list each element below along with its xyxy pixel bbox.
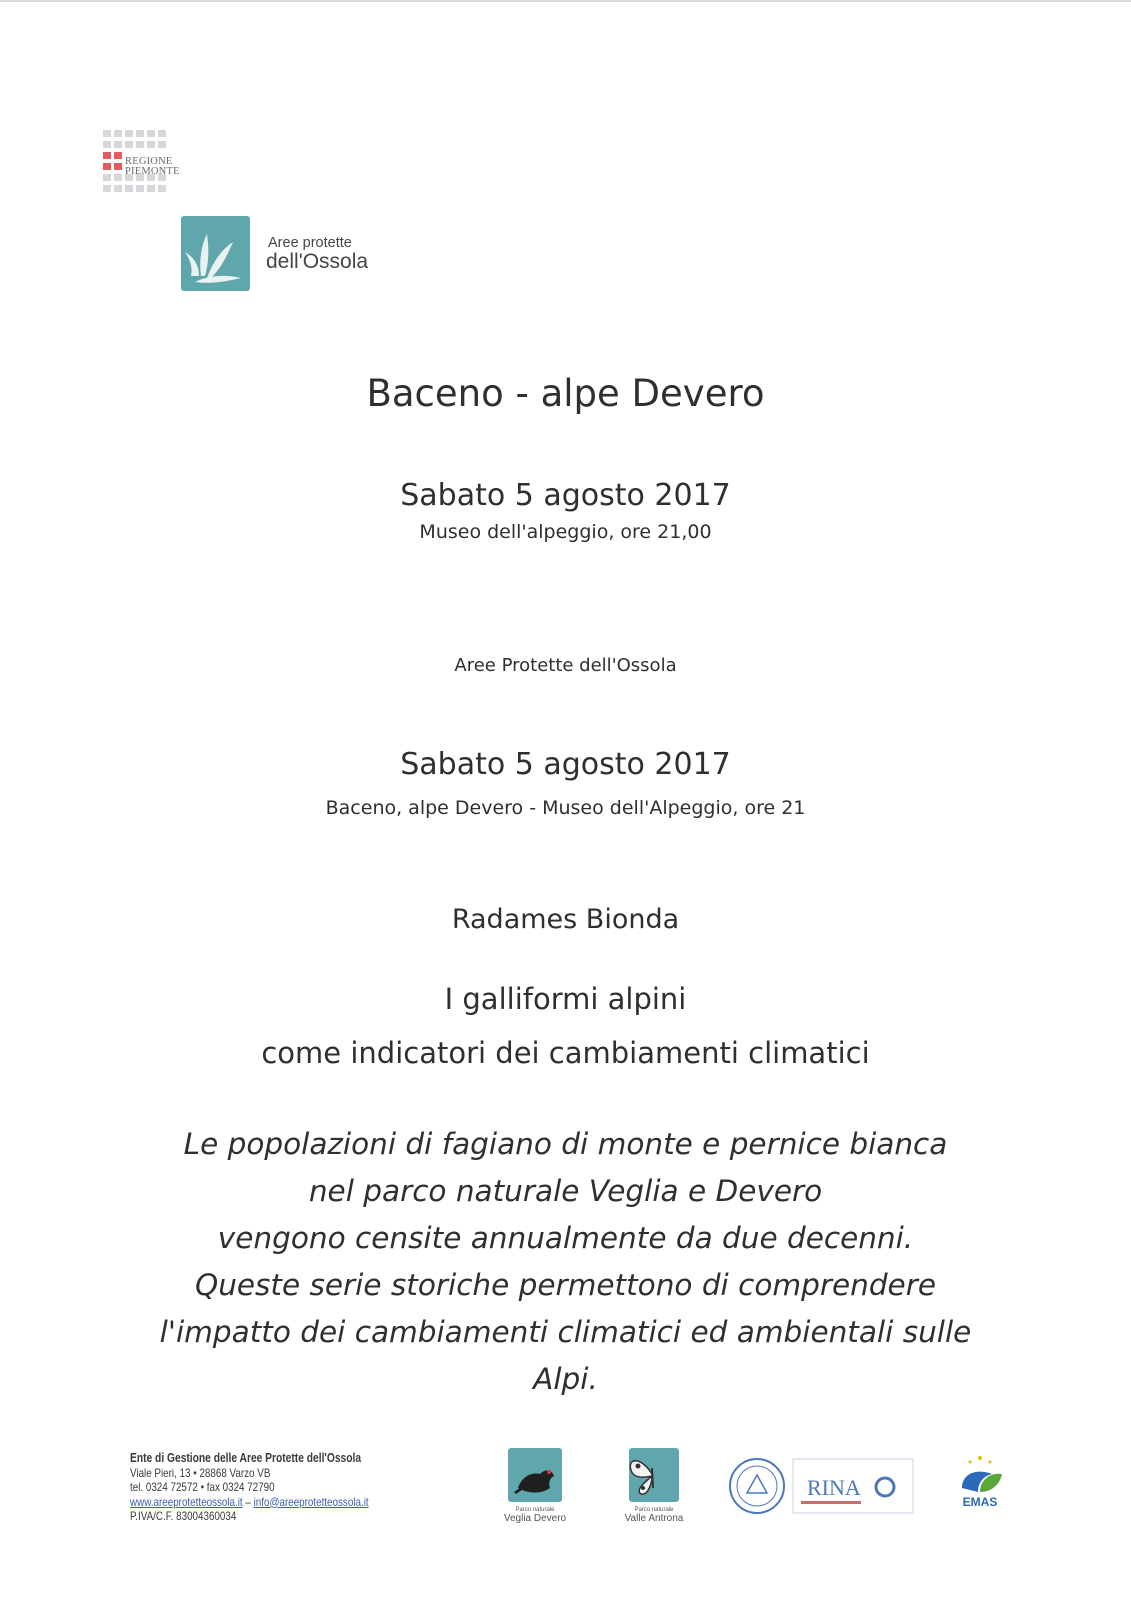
regione-logo-line1: REGIONE <box>125 156 173 167</box>
regione-grid-square <box>103 163 111 170</box>
regione-logo-text <box>125 157 180 177</box>
footer-org: Ente di Gestione delle Aree Protette dell'Ossola <box>130 1451 362 1465</box>
antrona-caption-big: Valle Antrona <box>624 1513 684 1524</box>
description-line: Le popolazioni di fagiano di monte e pernice bianca <box>183 1127 948 1161</box>
regione-grid-square <box>114 141 122 148</box>
emas-label: EMAS <box>962 1495 998 1509</box>
footer-address: Viale Pieri, 13 • 28868 Varzo VB <box>130 1465 271 1480</box>
regione-grid-square <box>136 185 144 192</box>
rina-certification-logo <box>725 1455 920 1521</box>
footer-website-link[interactable]: www.areeprotetteossola.it <box>130 1494 243 1509</box>
event-date-second: Sabato 5 agosto 2017 <box>400 747 731 782</box>
description-line: Alpi. <box>533 1362 598 1396</box>
veglia-caption-small: Parco naturale <box>515 1507 555 1513</box>
top-border <box>0 0 1131 2</box>
regione-grid-square <box>147 130 155 137</box>
antrona-caption-small: Parco naturale <box>634 1507 674 1513</box>
event-speaker: Radames Bionda <box>451 904 680 935</box>
rina-label: RINA <box>807 1475 861 1500</box>
regione-piemonte-logo <box>103 130 183 210</box>
regione-grid-square <box>114 152 122 159</box>
butterfly-icon <box>625 1448 679 1502</box>
grouse-icon <box>508 1448 562 1502</box>
rina-icon <box>725 1455 920 1517</box>
event-topic-line1: I galliformi alpini <box>444 982 687 1016</box>
regione-grid-square <box>147 185 155 192</box>
footer-email-link[interactable]: info@areeprotetteossola.it <box>253 1494 369 1509</box>
description-line: nel parco naturale Veglia e Devero <box>308 1174 823 1208</box>
aree-logo-line2: dell'Ossola <box>266 250 369 273</box>
event-organizer: Aree Protette dell'Ossola <box>454 655 677 676</box>
regione-grid-square <box>136 141 144 148</box>
veglia-devero-caption <box>485 1507 585 1524</box>
emas-icon <box>950 1448 1010 1518</box>
regione-grid-square <box>136 130 144 137</box>
regione-logo-line2: PIEMONTE <box>125 166 180 177</box>
regione-grid-square <box>158 141 166 148</box>
regione-grid-square <box>125 141 133 148</box>
aree-leaf-icon <box>181 216 250 291</box>
regione-grid-square <box>125 130 133 137</box>
footer-address-block <box>130 1451 369 1524</box>
footer-phone: tel. 0324 72572 • fax 0324 72790 <box>130 1480 275 1494</box>
footer-link-separator: – <box>242 1494 254 1509</box>
footer-links <box>130 1495 369 1510</box>
regione-grid-square <box>103 141 111 148</box>
regione-grid-square <box>147 141 155 148</box>
regione-grid-square <box>103 185 111 192</box>
regione-grid-square <box>103 130 111 137</box>
footer-piva: P.IVA/C.F. 83004360034 <box>130 1509 237 1523</box>
regione-grid-square <box>114 174 122 181</box>
regione-grid-square <box>158 130 166 137</box>
description-line: Queste serie storiche permettono di comprendere <box>194 1268 936 1302</box>
valle-antrona-caption <box>604 1507 704 1524</box>
description-line: vengono censite annualmente da due decenni. <box>217 1221 914 1255</box>
emas-logo <box>950 1448 1010 1522</box>
veglia-caption-big: Veglia Devero <box>503 1513 567 1524</box>
regione-grid-square <box>114 185 122 192</box>
veglia-devero-logo <box>508 1448 562 1506</box>
aree-logo-line1: Aree protette <box>268 235 352 251</box>
valle-antrona-logo <box>625 1448 679 1506</box>
regione-grid-square <box>158 185 166 192</box>
regione-grid-square <box>103 174 111 181</box>
event-date-first: Sabato 5 agosto 2017 <box>400 478 731 513</box>
event-description <box>0 1121 1131 1403</box>
event-venue-first: Museo dell'alpeggio, ore 21,00 <box>419 521 712 543</box>
event-title: Baceno - alpe Devero <box>366 372 765 415</box>
event-topic-line2: come indicatori dei cambiamenti climatici <box>261 1036 870 1070</box>
regione-grid-square <box>125 185 133 192</box>
event-venue-second: Baceno, alpe Devero - Museo dell'Alpeggio, ore 21 <box>325 797 806 819</box>
regione-grid-square <box>114 163 122 170</box>
regione-grid-square <box>114 130 122 137</box>
description-line: l'impatto dei cambiamenti climatici ed ambientali sulle <box>159 1315 972 1349</box>
regione-grid-square <box>103 152 111 159</box>
